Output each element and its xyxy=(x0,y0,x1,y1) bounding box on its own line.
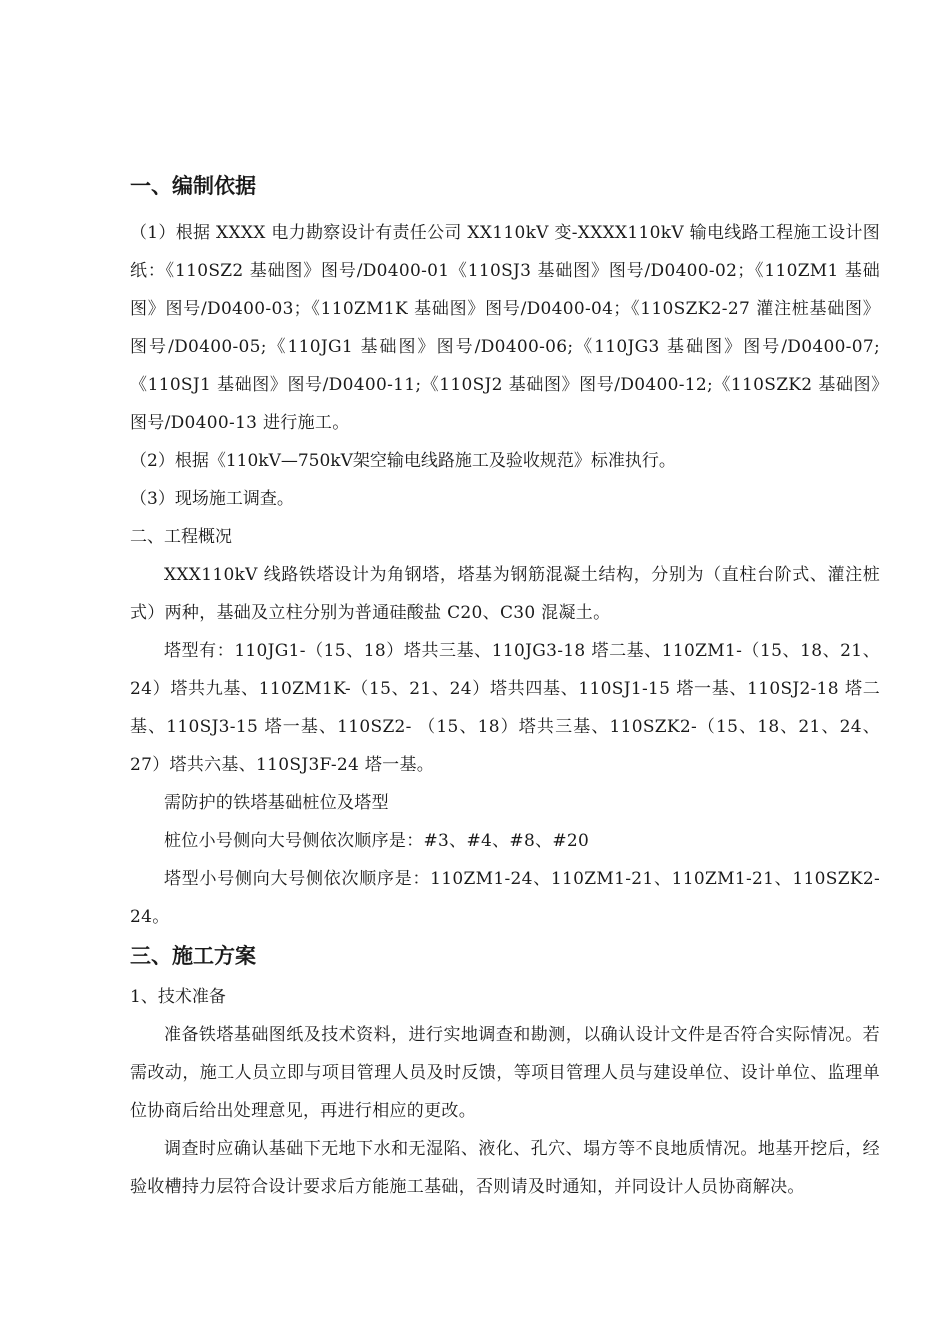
overview-paragraph-2: 塔型有：110JG1-（15、18）塔共三基、110JG3-18 塔二基、110ZM1-（15、18、21、24）塔共九基、110ZM1K-（15、21、24）塔共四基、110SJ1-15 塔一基、110SJ2-18 塔二基、110SJ3-15 塔一基、110SZ2- （15、18）塔共三基、110SZK2-（15、18、21、24、27）塔共六基、110SJ3F-24 塔一基。 xyxy=(130,641,880,775)
section-heading-basis: 一、编制依据 xyxy=(130,174,256,198)
plan-paragraph-1: 准备铁塔基础图纸及技术资料，进行实地调查和勘测，以确认设计文件是否符合实际情况。若需改动，施工人员立即与项目管理人员及时反馈，等项目管理人员与建设单位、设计单位、监理单位协商后给出处理意见，再进行相应的更改。 xyxy=(130,1025,880,1121)
basis-item-3: （3）现场施工调查。 xyxy=(130,489,294,509)
section-heading-plan: 三、施工方案 xyxy=(130,944,256,968)
section-heading-overview: 二、工程概况 xyxy=(130,527,232,547)
overview-paragraph-4: 桩位小号侧向大号侧依次顺序是：#3、#4、#8、#20 xyxy=(164,831,590,851)
document-page xyxy=(130,168,880,1206)
basis-item-1: （1）根据 XXXX 电力勘察设计有责任公司 XX110kV 变-XXXX110kV 输电线路工程施工设计图纸：《110SZ2 基础图》图号/D0400-01《110SJ3 基础图》图号/D0400-02；《110ZM1 基础图》图号/D0400-03；《110ZM1K 基础图》图号/D0400-04；《110SZK2-27 灌注桩基础图》图号/D0400-05;《110JG1 基础图》图号/D0400-06;《110JG3 基础图》图号/D0400-07;《110SJ1 基础图》图号/D0400-11;《110SJ2 基础图》图号/D0400-12;《110SZK2 基础图》图号/D0400-13 进行施工。 xyxy=(130,223,880,433)
overview-paragraph-3: 需防护的铁塔基础桩位及塔型 xyxy=(164,793,389,813)
basis-item-2: （2）根据《110kV—750kV架空输电线路施工及验收规范》标准执行。 xyxy=(130,451,676,471)
plan-subheading: 1、技术准备 xyxy=(130,987,226,1007)
plan-paragraph-2: 调查时应确认基础下无地下水和无湿陷、液化、孔穴、塌方等不良地质情况。地基开挖后，经验收槽持力层符合设计要求后方能施工基础，否则请及时通知，并同设计人员协商解决。 xyxy=(130,1139,880,1197)
overview-paragraph-1: XXX110kV 线路铁塔设计为角钢塔，塔基为钢筋混凝土结构，分别为（直柱台阶式、灌注桩式）两种，基础及立柱分别为普通硅酸盐 C20、C30 混凝土。 xyxy=(130,565,880,623)
overview-paragraph-5: 塔型小号侧向大号侧依次顺序是：110ZM1-24、110ZM1-21、110ZM1-21、110SZK2-24。 xyxy=(130,869,880,927)
